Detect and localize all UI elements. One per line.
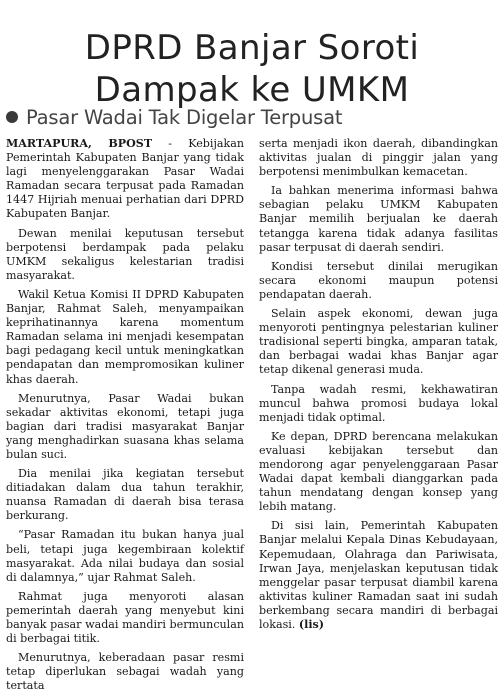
body-paragraph: Dewan menilai keputusan tersebut berpotensi berdampak pada pelaku UMKM sekaligus kelestarian tradisi masyarakat. [6,226,244,282]
body-paragraph: Tanpa wadah resmi, kekhawatiran muncul bahwa promosi budaya lokal menjadi tidak optimal. [259,382,498,424]
headline-line-2: Dampak ke UMKM [94,69,410,110]
body-paragraph: Selain aspek ekonomi, dewan juga menyoroti pentingnya pelestarian kuliner tradisional seperti bingka, amparan tatak, dan berbagai wadai khas Banjar agar tetap dikenal generasi muda. [259,307,498,377]
body-paragraph: Dia menilai jika kegiatan tersebut ditiadakan dalam dua tahun terakhir, nuansa Ramadan di daerah bisa terasa berkurang. [6,467,244,523]
final-paragraph-text: Di sisi lain, Pemerintah Kabupaten Banjar melalui Kepala Dinas Kebudayaan, Kepemudaan, Olahraga dan Pariwisata, Irwan Jaya, menjelaskan keputusan tidak menggelar pasar terpusat diambil karena aktivitas kuliner Ramadan saat ini sudah berkembang secara mandiri di berbagai lokasi. [259,519,498,631]
body-paragraph: Rahmat juga menyoroti alasan pemerintah daerah yang menyebut kini banyak pasar wadai mandiri bermunculan di berbagai titik. [6,589,244,646]
subheadline [6,104,342,130]
lead-text: - Kebijakan Pemerintah Kabupaten Banjar yang tidak lagi menyelenggarakan Pasar Wadai Ramadan secara terpusat pada Ramadan 1447 Hijriah menuai perhatian dari DPRD Kabupaten Banjar. [6,137,244,221]
body-paragraph: Ke depan, DPRD berencana melakukan evaluasi kebijakan tersebut dan mendorong agar penyelenggaraan Pasar Wadai dapat kembali dianggarkan pada tahun mendatang dengan konsep yang lebih matang. [259,429,498,514]
bullet-icon [6,111,18,123]
article-column-left [6,137,244,698]
quote-paragraph: “Pasar Ramadan itu bukan hanya jual beli, tetapi juga kegembiraan kolektif masyarakat. Ada nilai budaya dan sosial di dalamnya,” ujar Rahmat Saleh. [6,528,244,584]
article-column-right [259,137,498,637]
headline-line-1: DPRD Banjar Soroti [84,27,420,68]
body-paragraph: Ia bahkan menerima informasi bahwa sebagian pelaku UMKM Kabupaten Banjar memilih berjualan ke daerah tetangga karena tidak adanya fasilitas pasar terpusat di daerah sendiri. [259,184,498,254]
headline [0,27,504,111]
body-paragraph: Menurutnya, Pasar Wadai bukan sekadar aktivitas ekonomi, tetapi juga bagian dari tradisi masyarakat Banjar yang menghadirkan suasana khas selama bulan suci. [6,391,244,461]
subheadline-text: Pasar Wadai Tak Digelar Terpusat [26,105,343,129]
final-paragraph [259,519,498,632]
body-paragraph: Menurutnya, keberadaan pasar resmi tetap diperlukan sebagai wadah yang tertata [6,651,244,693]
lead-paragraph [6,137,244,222]
body-paragraph: Kondisi tersebut dinilai merugikan secara ekonomi maupun potensi pendapatan daerah. [259,259,498,301]
body-paragraph: Wakil Ketua Komisi II DPRD Kabupaten Banjar, Rahmat Saleh, menyampaikan keprihatinannya karena momentum Ramadan selama ini menjadi kesempatan bagi pedagang kecil untuk meningkatkan pendapatan dan mempromosikan kuliner khas daerah. [6,287,244,386]
author-signoff: (lis) [298,618,325,631]
dateline: MARTAPURA, BPOST [6,137,153,150]
body-paragraph-continued: serta menjadi ikon daerah, dibandingkan aktivitas jualan di pinggir jalan yang berpotensi menimbulkan kemacetan. [259,137,498,179]
